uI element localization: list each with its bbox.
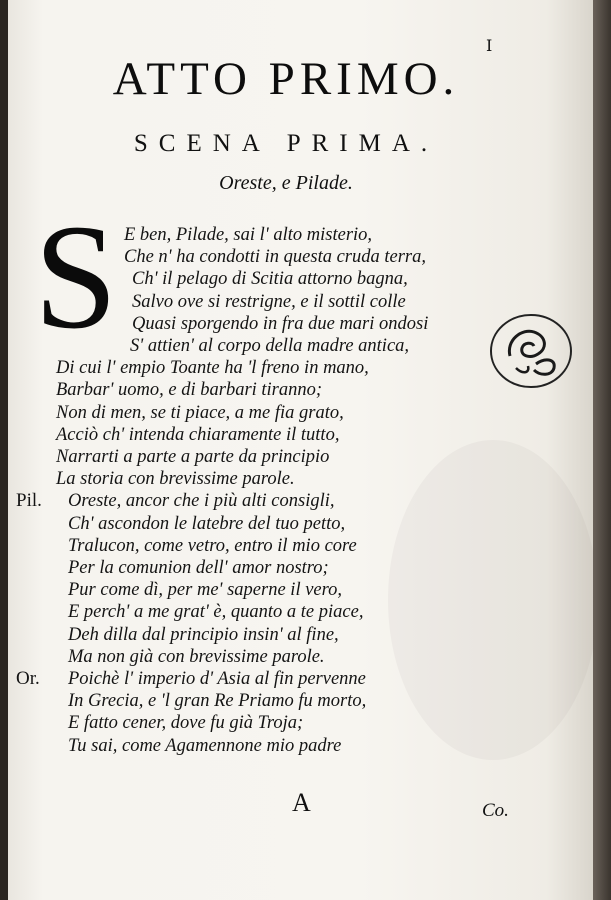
verse-line: Acciò ch' intenda chiaramente il tutto,	[56, 424, 340, 445]
verse-line: Pur come dì, per me' saperne il vero,	[68, 580, 343, 601]
page-edge-shadow	[593, 0, 611, 900]
paper-stain	[388, 440, 593, 760]
verse-line: Narrarti a parte a parte da principio	[56, 447, 330, 467]
verse-line: Ma non già con brevissime parole.	[68, 646, 325, 667]
verse-line: Poichè l' imperio d' Asia al fin pervenne	[68, 669, 366, 689]
verse-line: E perch' a me grat' è, quanto a te piace,	[68, 602, 364, 623]
drop-cap: S	[34, 194, 118, 360]
verse-line: E ben, Pilade, sai l' alto misterio,	[124, 225, 373, 245]
book-page	[8, 0, 593, 900]
page-number: I	[486, 36, 493, 55]
verse-line: Oreste, ancor che i più alti consigli,	[68, 491, 335, 512]
verse-line: Barbar' uomo, e di barbari tiranno;	[56, 380, 323, 401]
verse-line: Che n' ha condotti in questa cruda terra,	[124, 247, 426, 268]
scene-title: SCENA PRIMA.	[133, 130, 439, 157]
verse-line: Tu sai, come Agamennone mio padre	[68, 735, 342, 756]
verse-line: Ch' ascondon le latebre del tuo petto,	[68, 513, 346, 534]
speaker-label: Pil.	[16, 490, 42, 512]
characters-heading: Oreste, e Pilade.	[219, 172, 353, 194]
verse-line: Ch' il pelago di Scitia attorno bagna,	[132, 269, 408, 290]
verse-line: In Grecia, e 'l gran Re Priamo fu morto,	[68, 691, 367, 712]
verse-line: Salvo ove si restrigne, e il sottil colle	[132, 291, 406, 312]
verse-line: Deh dilla dal principio insin' al fine,	[68, 624, 339, 645]
verse-line: E fatto cener, dove fu già Troja;	[68, 713, 304, 734]
verse-line: S' attien' al corpo della madre antica,	[130, 336, 410, 356]
verse-line: Non di men, se ti piace, a me fia grato,	[56, 402, 344, 423]
library-stamp-icon	[488, 312, 574, 390]
verse-line: La storia con brevissime parole.	[56, 469, 295, 490]
act-title: ATTO PRIMO.	[112, 53, 460, 105]
speaker-label: Or.	[16, 668, 40, 689]
verse-line: Per la comunion dell' amor nostro;	[68, 558, 329, 578]
verse-line: Tralucon, come vetro, entro il mio core	[68, 535, 357, 556]
verse-line: Di cui l' empio Toante ha 'l freno in mano,	[56, 358, 369, 379]
verse-line: Quasi sporgendo in fra due mari ondosi	[132, 313, 429, 334]
catchword: Co.	[482, 800, 509, 821]
signature-mark: A	[292, 788, 311, 817]
